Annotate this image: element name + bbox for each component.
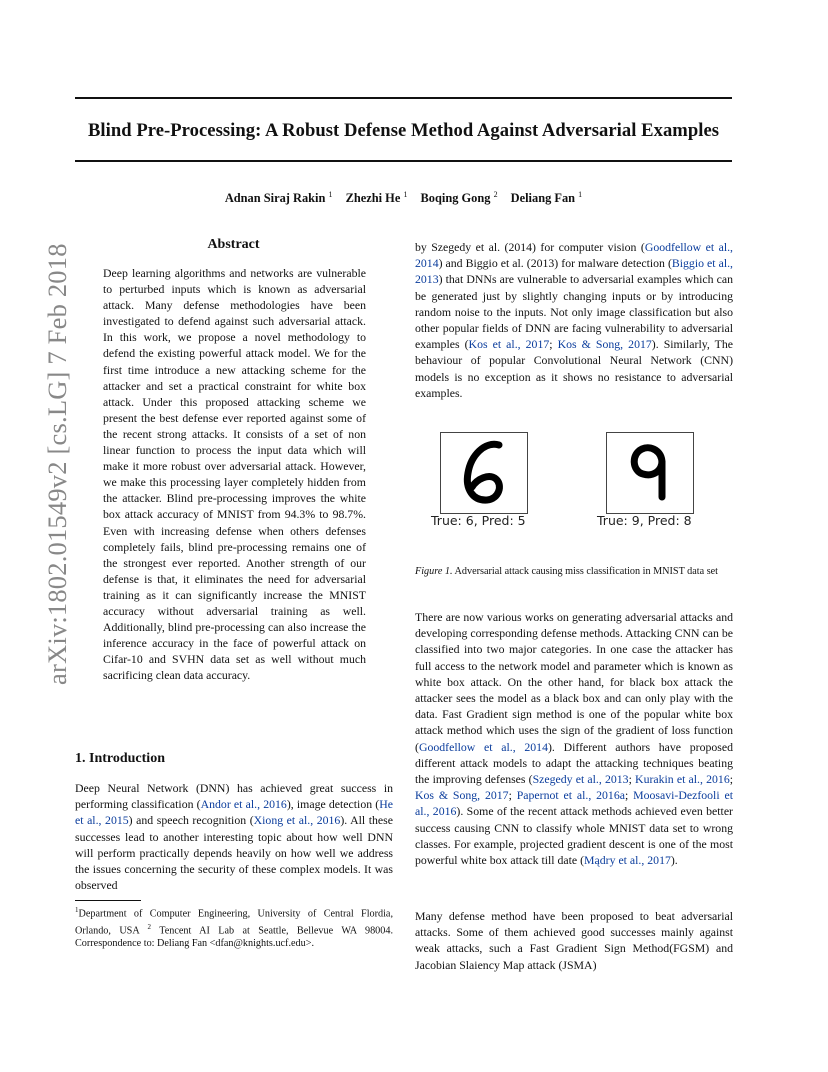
author-name: Boqing Gong: [420, 191, 491, 206]
mnist-digit-image: [440, 432, 528, 514]
paragraph-text: ) and Biggio et al. (2013) for malware detection (: [438, 256, 672, 271]
paragraph-text: ).: [670, 853, 678, 868]
arxiv-stamp: arXiv:1802.01549v2 [cs.LG] 7 Feb 2018: [42, 243, 72, 685]
paragraph-text: ;: [628, 772, 636, 787]
figure-caption: Figure 1. Adversarial attack causing miss classification in MNIST data set: [415, 566, 719, 577]
figure-right-caption: True: 9, Pred: 8: [597, 513, 692, 528]
right-paragraph-top: [415, 239, 733, 401]
paragraph-text: There are now various works on generating adversarial attacks and developing corresponding defense methods. Attacking CNN can be classified into two major categories. In one case the attacker has full access to the network model and parameter which is known as white box attack. On the other hand, for black box attack the attacker sees the model as a black box and can only play with the data. Fast Gradient sign method is one of the popular white box attack method which uses the sign of the gradient of loss function (: [415, 610, 733, 754]
citation-link[interactable]: Goodfellow et al., 2014: [415, 240, 733, 271]
citation-link[interactable]: Andor et al., 2016: [200, 797, 287, 812]
paragraph-text: ) and speech recognition (: [128, 813, 254, 828]
paragraph-text: ). All these successes lead to another interesting topic about how well DNN will perform practically depends heavily on how well we address the issues concerning the security of these complex models. It was observed: [75, 813, 393, 893]
top-rule: [75, 97, 732, 99]
paragraph-text: ) that DNNs are vulnerable to adversarial examples which can be generated just by slightly changing inputs or by introducing random noise to the inputs. Not only image classification but also other popular fields of DNN are facing vulnerability to adversarial examples (: [415, 272, 733, 352]
paragraph-text: ;: [549, 337, 558, 352]
paragraph-text: ), image detection (: [286, 797, 380, 812]
author-name: Deliang Fan: [510, 191, 576, 206]
abstract-text: Deep learning algorithms and networks are vulnerable to perturbed inputs which is known as adversarial attack. Many defense methodologies have been investigated to defend against such adversarial attack. In this work, we propose a novel methodology to defend the existing powerful attack model. We for the first time introduce a new attacking scheme for the attacker and set a practical constraint for white box attack. Under this proposed attacking scheme we present the best defense ever reported against some of the recent strong attacks. It consists of a set of non linear function to process the input data which will make it more robust over adversarial attack. However, we make this processing layer completely hidden from the attacker. Blind pre-processing improves the white box attack accuracy of MNIST from 94.3% to 98.7%. Even with increasing defense when others defenses completely fails, blind pre-processing remains one of the strongest ever reported. Another strength of our defense is that, it eliminates the need for adversarial training as it can significantly increase the MNIST accuracy without adversarial training as well. Additionally, blind pre-processing can also increase the inference accuracy in the face of powerful attack on Cifar-10 and SVHN data set as well without much sacrificing clean data accuracy.: [103, 266, 366, 683]
paragraph-text: ). Different authors have proposed different attack models to adapt the attacking techniques beating the improving defenses (: [415, 739, 733, 787]
figure-left-caption: True: 6, Pred: 5: [431, 513, 526, 528]
citation-link[interactable]: Kos et al., 2017: [468, 337, 550, 352]
citation-link[interactable]: Papernot et al., 2016a: [516, 788, 625, 803]
footnote: $^1$Department of Computer Engineering, University of Central Flordia, Orlando, USA $^2$ Tencent AI Lab at Seattle, Bellevue WA 98004. Correspondence to: Deliang Fan <dfan@knights.ucf.edu>.: [75, 906, 394, 950]
paragraph-text: ;: [508, 788, 517, 803]
paragraph-text: ;: [729, 772, 733, 787]
right-paragraph-bottom: [415, 908, 733, 973]
citation-link[interactable]: Kurakin et al., 2016: [635, 772, 730, 787]
right-paragraph-mid: [415, 609, 733, 868]
mnist-digit-image: [606, 432, 694, 514]
author-name: Adnan Siraj Rakin: [224, 191, 326, 206]
author-name: Zhezhi He: [345, 191, 401, 206]
paper-title: Blind Pre-Processing: A Robust Defense Method Against Adversarial Examples: [87, 120, 720, 141]
citation-link[interactable]: Szegedy et al., 2013: [532, 772, 629, 787]
title-bottom-rule: [75, 160, 732, 162]
paragraph-text: ). Similarly, The behaviour of popular Convolutional Neural Network (CNN) models is no exception as it shows no resistance to adversarial examples.: [415, 337, 733, 400]
citation-link[interactable]: He et al., 2015: [75, 797, 394, 828]
paragraph-text: ;: [624, 788, 634, 803]
citation-link[interactable]: Mądry et al., 2017: [584, 853, 671, 868]
abstract-heading: Abstract: [207, 237, 260, 252]
citation-link[interactable]: Biggio et al., 2013: [415, 256, 733, 287]
footnote-rule: [75, 900, 141, 901]
digit-six-image: [441, 433, 527, 513]
paragraph-text: Deep Neural Network (DNN) has achieved great success in performing classification (: [75, 781, 393, 812]
paragraph-text: Many defense method have been proposed to beat adversarial attacks. Some of them achieved good successes mainly against weak attacks, such a Fast Gradient Sign Method(FGSM) and Jacobian Slaiency Map attack (JSMA): [415, 909, 733, 972]
citation-link[interactable]: Xiong et al., 2016: [253, 813, 341, 828]
intro-paragraph: [75, 780, 393, 893]
paragraph-text: ). Some of the recent attack methods achieved even better success causing CNN to classify whole MNIST data set to wrong classes. For example, projected gradient descent is one of the most powerful white box attack till date (: [415, 804, 733, 868]
author-list: Adnan Siraj Rakin $^1$ Zhezhi He $^1$ Boqing Gong $^2$ Deliang Fan $^1$: [224, 190, 583, 206]
paragraph-text: by Szegedy et al. (2014) for computer vision (: [415, 240, 645, 254]
digit-nine-image: [607, 433, 693, 513]
section-heading: 1. Introduction: [75, 751, 165, 766]
citation-link[interactable]: Kos & Song, 2017: [415, 788, 509, 803]
citation-link[interactable]: Moosavi-Dezfooli et al., 2016: [415, 788, 733, 819]
citation-link[interactable]: Goodfellow et al., 2014: [418, 739, 548, 754]
citation-link[interactable]: Kos & Song, 2017: [557, 337, 652, 352]
